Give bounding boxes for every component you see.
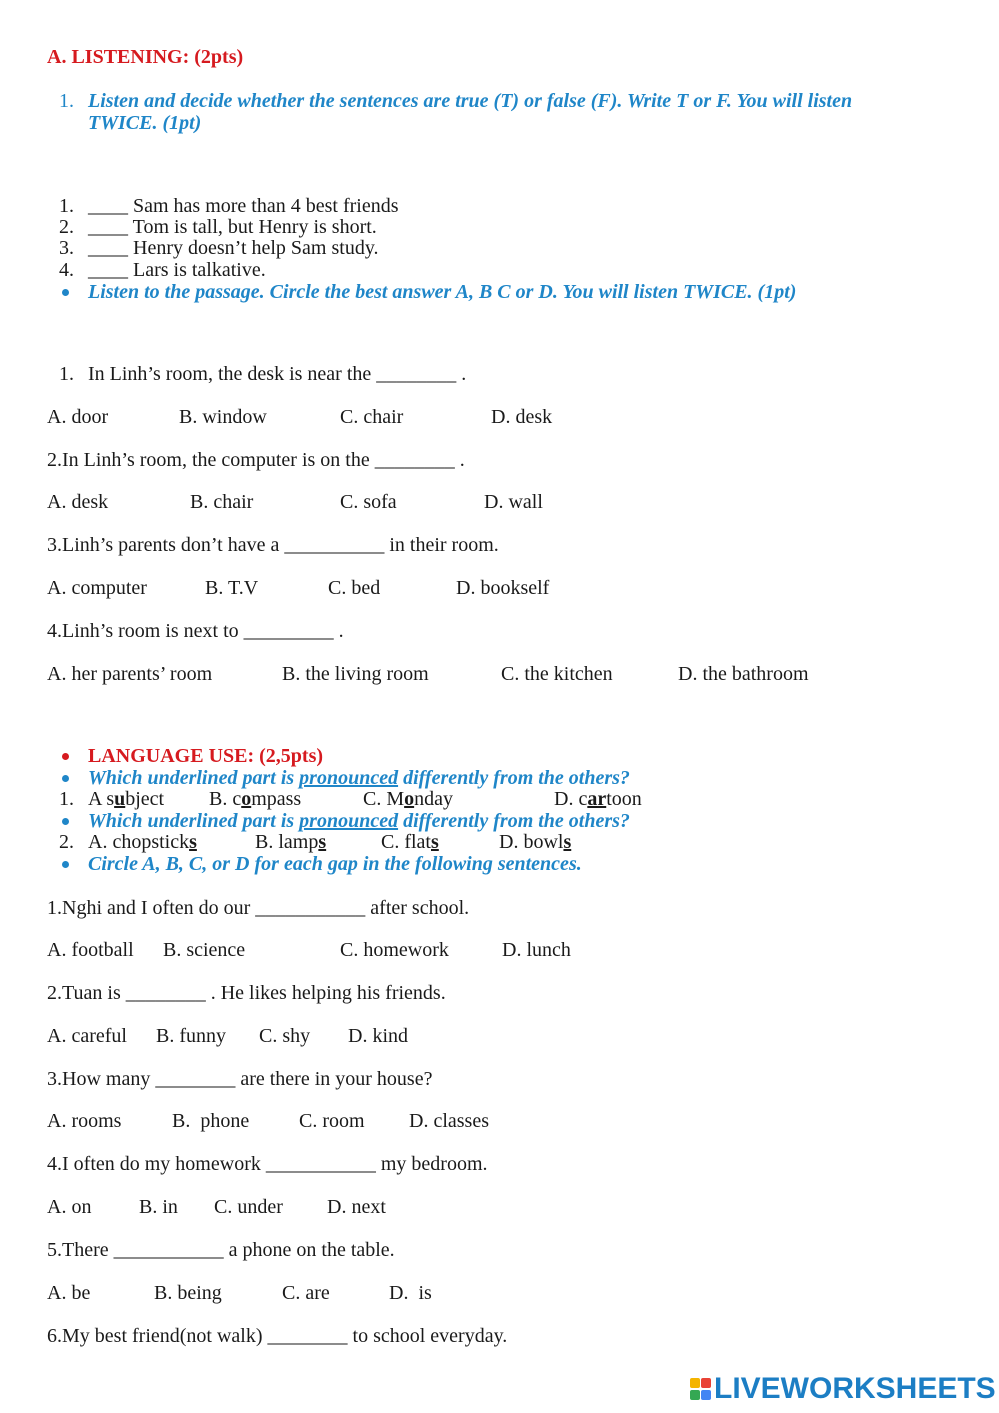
option-d[interactable]: D. is [389,1282,432,1304]
option-c[interactable]: C. shy [259,1025,311,1047]
listening-question-4: 4.Linh’s room is next to _________ . [47,620,344,642]
option-b[interactable]: B. science [163,939,246,961]
logo-text: LIVEWORKSHEETS [714,1372,996,1405]
option-d[interactable]: D. wall [484,491,543,513]
option-c[interactable]: C. Monday [363,788,454,810]
tf-item-text: ____ Lars is talkative. [88,259,266,281]
listening-question-3: 3.Linh’s parents don’t have a __________ in their room. [47,534,499,556]
task1-number: 1. [59,90,74,112]
tf-item-text: ____ Henry doesn’t help Sam study. [88,237,379,259]
option-c[interactable]: C. sofa [340,491,397,513]
option-c[interactable]: C. flats [381,831,439,853]
option-c[interactable]: C. room [299,1110,365,1132]
option-a[interactable]: A subject [88,788,165,810]
option-b[interactable]: B. phone [172,1110,250,1132]
gap-question-6: 6.My best friend(not walk) ________ to school everyday. [47,1325,508,1347]
bullet-icon [62,861,69,868]
option-b[interactable]: B. being [154,1282,222,1304]
option-b[interactable]: B. chair [190,491,254,513]
option-a[interactable]: A. on [47,1196,92,1218]
option-b[interactable]: B. lamps [255,831,327,853]
gap-question-3: 3.How many ________ are there in your house? [47,1068,433,1090]
section-a-heading: A. LISTENING: (2pts) [47,46,244,68]
option-d[interactable]: D. the bathroom [678,663,809,685]
bullet-icon [62,818,69,825]
option-a[interactable]: A. computer [47,577,147,599]
option-d[interactable]: D. kind [348,1025,408,1047]
option-c[interactable]: C. the kitchen [501,663,613,685]
option-b[interactable]: B. T.V [205,577,259,599]
option-a[interactable]: A. football [47,939,134,961]
tf-item-text: ____ Sam has more than 4 best friends [88,195,399,217]
option-b[interactable]: B. in [139,1196,178,1218]
option-c[interactable]: C. are [282,1282,330,1304]
option-a[interactable]: A. rooms [47,1110,122,1132]
option-b[interactable]: B. funny [156,1025,226,1047]
option-b[interactable]: B. compass [209,788,302,810]
option-b[interactable]: B. window [179,406,267,428]
option-d[interactable]: D. bowls [499,831,572,853]
bullet-icon [62,775,69,782]
option-a[interactable]: A. desk [47,491,109,513]
color-blocks-icon [690,1378,712,1402]
gap-question-1: 1.Nghi and I often do our ___________ after school. [47,897,470,919]
option-c[interactable]: C. chair [340,406,404,428]
option-d[interactable]: D. lunch [502,939,571,961]
option-a[interactable]: A. her parents’ room [47,663,213,685]
option-d[interactable]: D. next [327,1196,386,1218]
gap-question-4: 4.I often do my homework ___________ my bedroom. [47,1153,488,1175]
option-a[interactable]: A. careful [47,1025,127,1047]
gap-question-5: 5.There ___________ a phone on the table. [47,1239,395,1261]
option-c[interactable]: C. bed [328,577,381,599]
option-c[interactable]: C. under [214,1196,283,1218]
option-d[interactable]: D. desk [491,406,553,428]
task1-line1: Listen and decide whether the sentences are true (T) or false (F). Write T or F. You will listen [88,90,853,112]
gap-question-2: 2.Tuan is ________ . He likes helping his friends. [47,982,446,1004]
listening-question-2: 2.In Linh’s room, the computer is on the ________ . [47,449,465,471]
option-d[interactable]: D. bookself [456,577,550,599]
option-c[interactable]: C. homework [340,939,449,961]
bullet-icon [62,753,69,760]
task1-line2: TWICE. (1pt) [88,112,202,134]
option-b[interactable]: B. the living room [282,663,429,685]
option-d[interactable]: D. classes [409,1110,489,1132]
bullet-icon [62,289,69,296]
option-d[interactable]: D. cartoon [554,788,642,810]
tf-item-text: ____ Tom is tall, but Henry is short. [88,216,377,238]
option-a[interactable]: A. chopsticks [88,831,197,853]
option-a[interactable]: A. be [47,1282,91,1304]
option-a[interactable]: A. door [47,406,109,428]
